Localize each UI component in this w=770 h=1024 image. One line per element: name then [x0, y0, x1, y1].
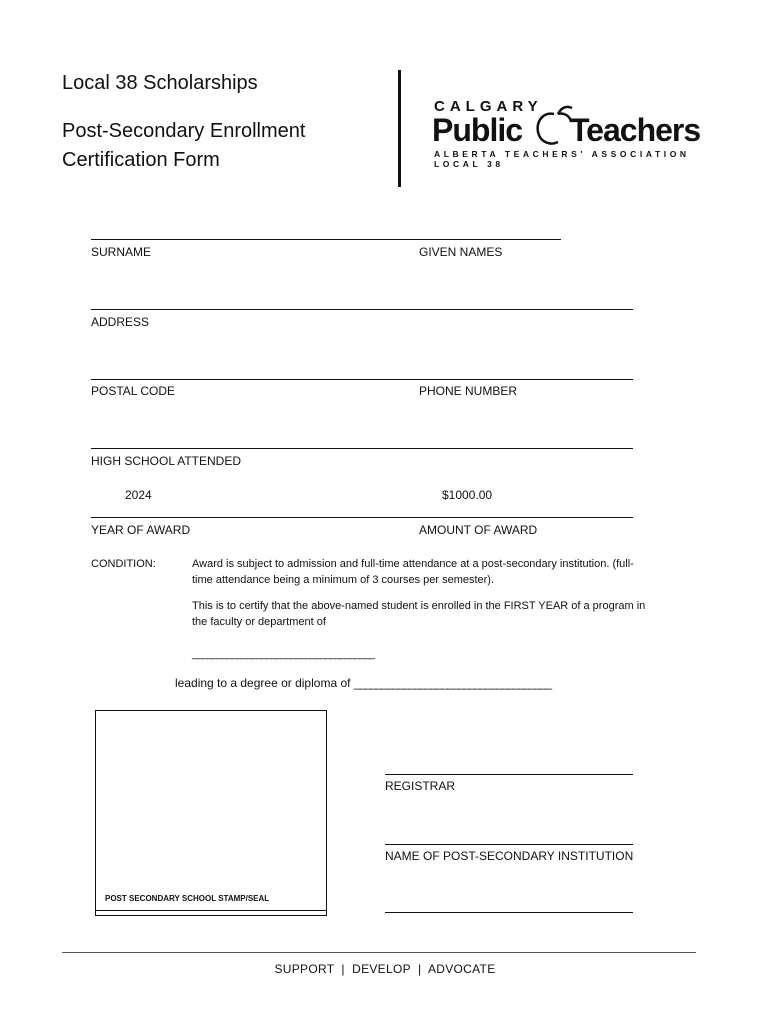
- institution-line[interactable]: [385, 844, 633, 845]
- address-line[interactable]: [91, 309, 633, 310]
- surname-line[interactable]: [91, 239, 561, 240]
- logo-public-text: Public: [432, 112, 523, 148]
- logo-calgary-text: CALGARY: [434, 98, 543, 115]
- certification-text-line2: the faculty or department of: [192, 616, 326, 628]
- certification-text-line1: This is to certify that the above-named student is enrolled in the FIRST YEAR of a program in: [192, 600, 646, 612]
- logo-tagline: ALBERTA TEACHERS' ASSOCIATION LOCAL 38: [434, 149, 690, 169]
- award-line: [91, 517, 633, 518]
- form-subtitle-line1: Post-Secondary Enrollment: [62, 120, 306, 142]
- stamp-seal-label: POST SECONDARY SCHOOL STAMP/SEAL: [105, 894, 270, 903]
- registrar-label: REGISTRAR: [385, 779, 456, 793]
- phone-number-label: PHONE NUMBER: [419, 384, 518, 398]
- year-of-award-label: YEAR OF AWARD: [91, 523, 191, 537]
- footer-motto: SUPPORT | DEVELOP | ADVOCATE: [274, 962, 496, 976]
- form-title: Local 38 Scholarships: [62, 72, 258, 94]
- high-school-line[interactable]: [91, 448, 633, 449]
- degree-line: [175, 676, 551, 690]
- degree-text: leading to a degree or diploma of: [175, 676, 351, 690]
- condition-label: CONDITION:: [91, 558, 156, 570]
- form-subtitle-line2: Certification Form: [62, 149, 220, 171]
- degree-blank[interactable]: ____________________________________: [353, 676, 551, 690]
- footer-divider: [62, 952, 696, 953]
- faculty-department-blank[interactable]: _____________________________________: [192, 648, 374, 660]
- certification-text: [192, 598, 672, 630]
- header-divider: [398, 70, 401, 187]
- condition-text: [192, 556, 672, 588]
- postal-phone-line[interactable]: [91, 379, 633, 380]
- year-of-award-value: 2024: [125, 488, 152, 502]
- institution-label: NAME OF POST-SECONDARY INSTITUTION: [385, 849, 634, 863]
- given-names-label: GIVEN NAMES: [419, 245, 503, 259]
- stamp-box-inner-rule: [96, 910, 326, 911]
- calgary-public-teachers-logo: [432, 98, 732, 168]
- apple-icon: [532, 100, 574, 146]
- condition-text-line1: Award is subject to admission and full-time attendance at a post-secondary institution. (full-: [192, 558, 634, 570]
- condition-text-line2: time attendance being a minimum of 3 courses per semester).: [192, 574, 495, 586]
- surname-label: SURNAME: [91, 245, 152, 259]
- high-school-label: HIGH SCHOOL ATTENDED: [91, 454, 242, 468]
- extra-signature-line[interactable]: [385, 912, 633, 913]
- postal-code-label: POSTAL CODE: [91, 384, 176, 398]
- amount-of-award-value: $1000.00: [442, 488, 493, 502]
- registrar-signature-line[interactable]: [385, 774, 633, 775]
- address-label: ADDRESS: [91, 315, 150, 329]
- amount-of-award-label: AMOUNT OF AWARD: [419, 523, 538, 537]
- form-subtitle: [62, 117, 305, 175]
- stamp-seal-box[interactable]: [95, 710, 327, 916]
- logo-teachers-text: Teachers: [570, 112, 701, 148]
